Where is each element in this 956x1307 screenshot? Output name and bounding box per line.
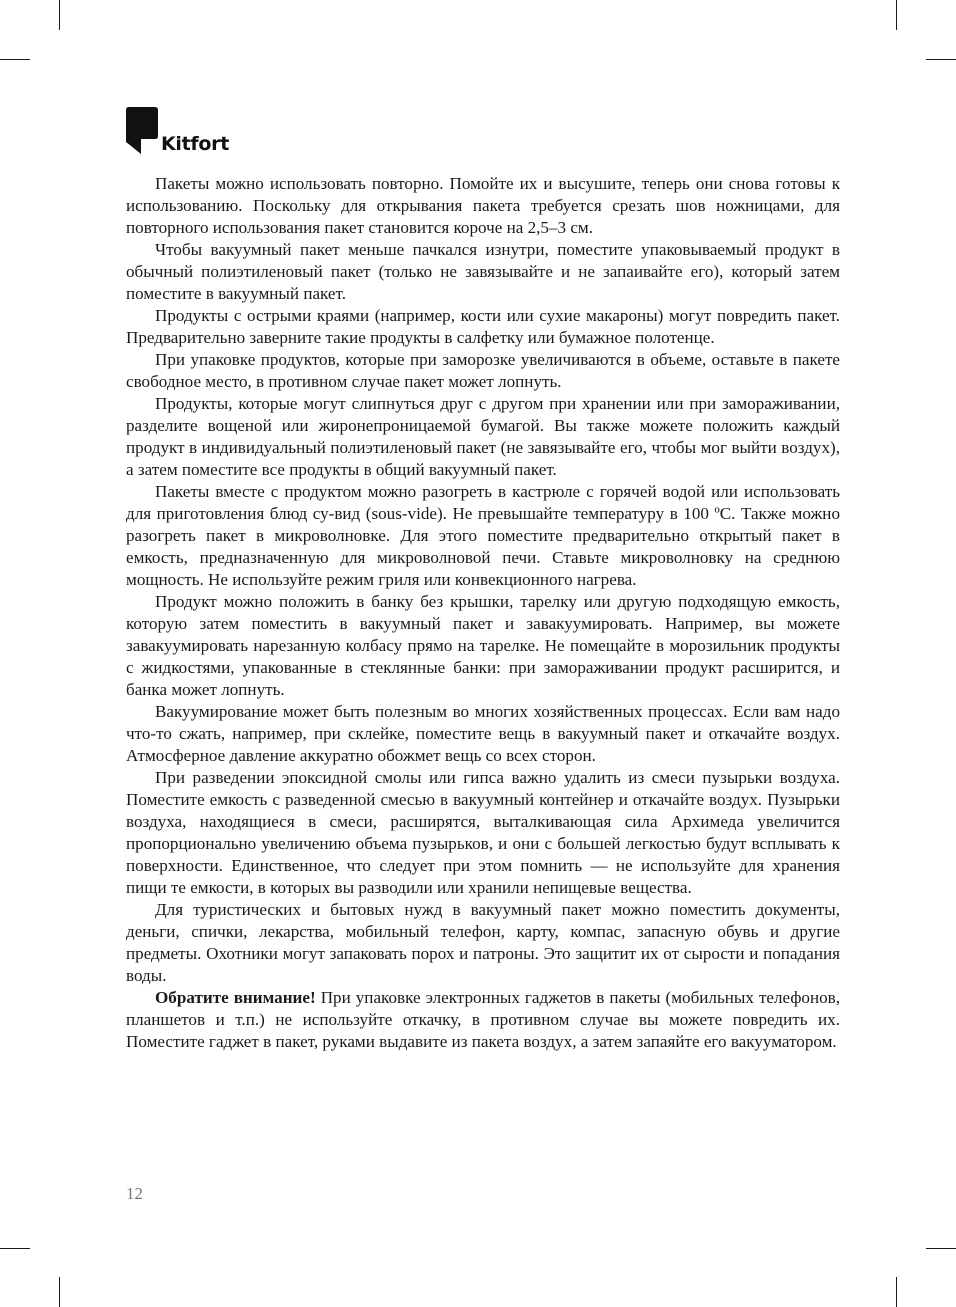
paragraph: Продукт можно положить в банку без крышки, тарелку или другую подходящую емкость, которую затем поместить в вакуумный пакет и завакуумировать. Например, вы можете завакуумировать нарезанную колбасу прямо на тарелке. Не помещайте в морозильник продукты с жидкостями, упакованные в стеклянные банки: при замораживании продукт расширится, и банка может лопнуть. [126, 592, 840, 699]
crop-mark-top-left-h [0, 59, 30, 60]
crop-mark-bottom-right [896, 1277, 897, 1307]
paragraph: Продукты, которые могут слипнуться друг с другом при хранении или при замораживании, разделите вощеной или жиронепроницаемой бумагой. Вы также можете положить каждый продукт в индивидуальный полиэтиленовый пакет (не завязывайте его, чтобы мог выйти воздух), а затем поместите все продукты в общий вакуумный пакет. [126, 394, 840, 479]
paragraph: Пакеты вместе с продуктом можно разогреть в кастрюле с горячей водой или использовать для приготовления блюд су-вид (sous-vide). Не превышайте температуру в 100 ºС. Также можно разогреть пакет в микроволновке. Для этого поместите предварительно открытый пакет в емкость, предназначенную для микроволновой печи. Ставьте микроволновку на среднюю мощность. Не используйте режим гриля или конвекционного нагрева. [126, 482, 840, 589]
crop-mark-top-left [59, 0, 60, 30]
paragraph: При разведении эпоксидной смолы или гипса важно удалить из смеси пузырьки воздуха. Поместите емкость с разведенной смесью в вакуумный контейнер и откачайте воздух. Пузырьки воздуха, находящиеся в смеси, расширятся, выталкивающая сила Архимеда увеличится пропорционально увеличению объема пузырьков, и они с большей легкостью будут всплывать к поверхности. Единственное, что следует при этом помнить — не используйте для хранения пищи те емкости, в которых вы разводили или хранили непищевые вещества. [126, 768, 840, 897]
crop-mark-bottom-left-h [0, 1248, 30, 1249]
notice-text: При упаковке электронных гаджетов в пакеты (мобильных телефонов, планшетов и т.п.) не используйте откачку, в противном случае вы можете повредить их. Поместите гаджет в пакет, руками выдавите из пакета воздух, а затем запаяйте его вакууматором. [126, 988, 840, 1051]
page-body [126, 173, 840, 1053]
crop-mark-bottom-right-h [926, 1248, 956, 1249]
page-number: 12 [126, 1184, 143, 1203]
paragraph: Продукты с острыми краями (например, кости или сухие макароны) могут повредить пакет. Предварительно заверните такие продукты в салфетку или бумажное полотенце. [126, 306, 840, 347]
crop-mark-top-right [896, 0, 897, 30]
paragraph: Чтобы вакуумный пакет меньше пачкался изнутри, поместите упаковываемый продукт в обычный полиэтиленовый пакет (только не завязывайте и не запаивайте его), который затем поместите в вакуумный пакет. [126, 240, 840, 303]
crop-mark-top-right-h [926, 59, 956, 60]
notice-paragraph [126, 987, 840, 1053]
crop-mark-bottom-left [59, 1277, 60, 1307]
brand-name: Kitfort [161, 133, 229, 155]
kitfort-logo [126, 107, 229, 157]
paragraph: Вакуумирование может быть полезным во многих хозяйственных процессах. Если вам надо что-то сжать, например, при склейке, поместите вещь в вакуумный пакет и откачайте воздух. Атмосферное давление аккуратно обожмет вещь со всех сторон. [126, 702, 840, 765]
kitfort-logo-icon [126, 107, 158, 157]
paragraph: При упаковке продуктов, которые при заморозке увеличиваются в объеме, оставьте в пакете свободное место, в противном случае пакет может лопнуть. [126, 350, 840, 391]
paragraph: Для туристических и бытовых нужд в вакуумный пакет можно поместить документы, деньги, спички, лекарства, мобильный телефон, карту, компас, запасную обувь и другие предметы. Охотники могут запаковать порох и патроны. Это защитит их от сырости и попадания воды. [126, 900, 840, 985]
notice-label: Обратите внимание! [155, 988, 316, 1007]
paragraph: Пакеты можно использовать повторно. Помойте их и высушите, теперь они снова готовы к использованию. Поскольку для открывания пакета требуется срезать шов ножницами, для повторного использования пакет становится короче на 2,5–3 см. [126, 174, 840, 237]
